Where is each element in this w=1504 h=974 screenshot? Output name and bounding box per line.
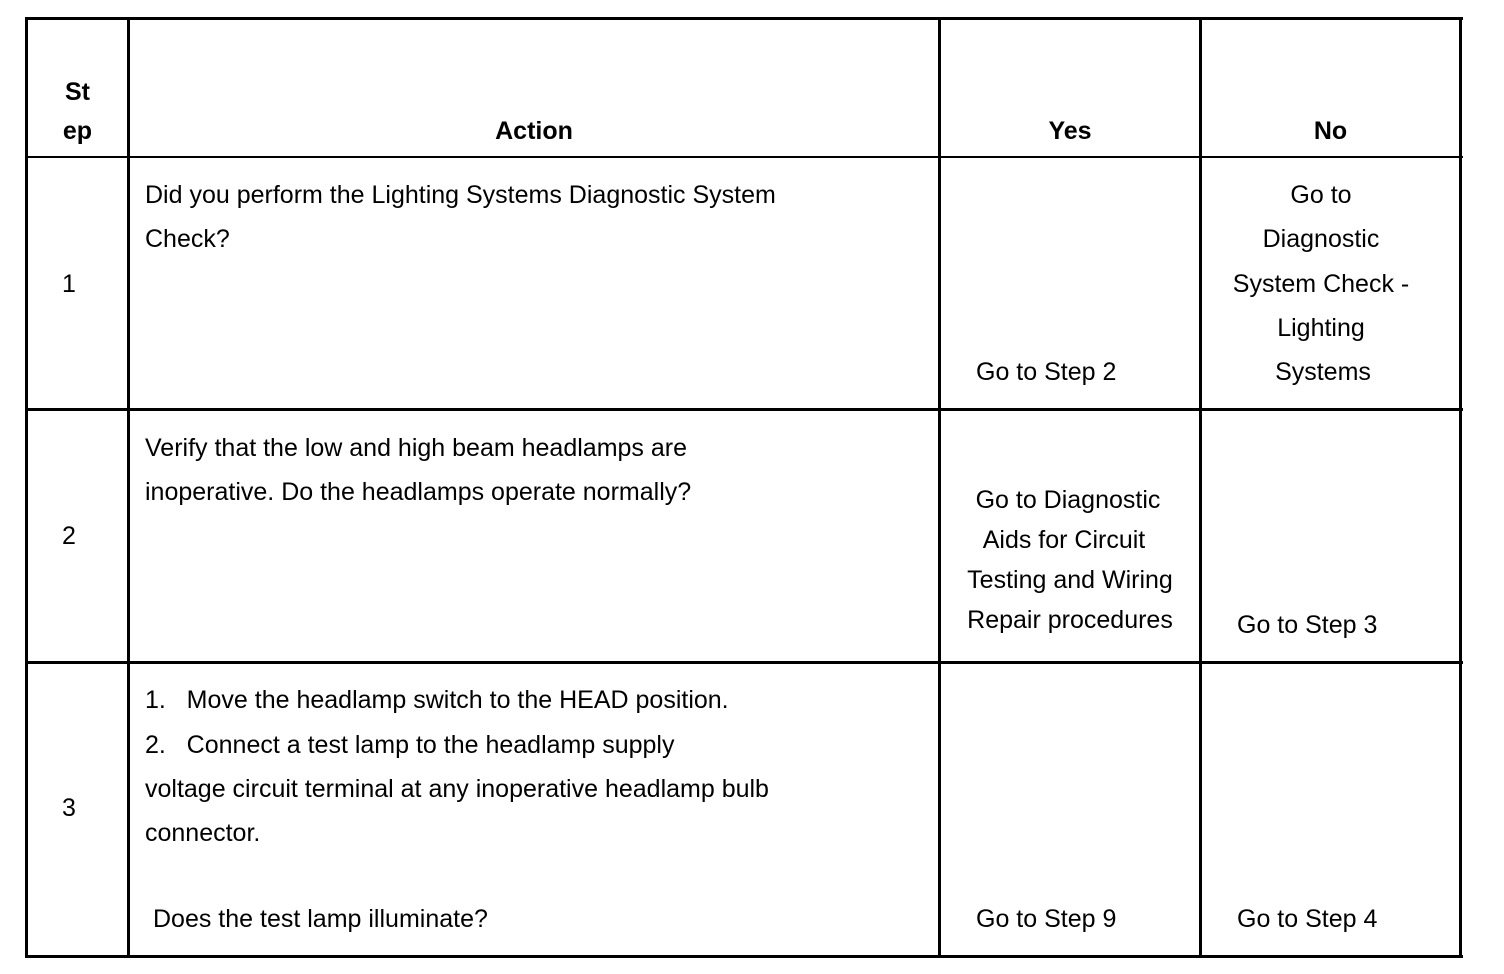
row-divider-2 xyxy=(25,661,1463,664)
action-text: Did you perform the Lighting Systems Diagnostic System xyxy=(145,181,776,209)
no-result: Go to Step 3 xyxy=(1237,611,1378,639)
table-border-bottom xyxy=(25,955,1463,958)
step-number: 2 xyxy=(62,522,76,550)
header-action: Action xyxy=(495,117,573,145)
action-text: voltage circuit terminal at any inoperative headlamp bulb xyxy=(145,775,769,803)
table-border-right xyxy=(1459,17,1462,958)
action-text: 2. Connect a test lamp to the headlamp supply xyxy=(145,731,675,759)
no-result: Lighting xyxy=(1277,314,1365,342)
yes-result: Aids for Circuit xyxy=(982,526,1146,554)
header-step-line2: ep xyxy=(62,117,93,145)
step-number: 3 xyxy=(62,794,76,822)
header-yes: Yes xyxy=(1048,117,1092,145)
no-result: Go to xyxy=(1290,181,1352,209)
no-result: Systems xyxy=(1275,358,1371,386)
action-question: Does the test lamp illuminate? xyxy=(153,905,488,933)
action-text: inoperative. Do the headlamps operate normally? xyxy=(145,478,692,506)
yes-result: Go to Step 9 xyxy=(976,905,1117,933)
header-step-line1: St xyxy=(65,78,90,106)
col-divider-step xyxy=(127,17,130,958)
no-result: System Check - xyxy=(1232,270,1410,298)
yes-result: Go to Diagnostic xyxy=(975,486,1161,514)
action-text: connector. xyxy=(145,819,261,847)
yes-result: Go to Step 2 xyxy=(976,358,1117,386)
action-text: Verify that the low and high beam headlamps are xyxy=(145,434,688,462)
header-no: No xyxy=(1313,117,1348,145)
yes-result: Repair procedures xyxy=(967,606,1173,634)
step-number: 1 xyxy=(62,270,76,298)
yes-result: Testing and Wiring xyxy=(967,566,1173,594)
action-text: Check? xyxy=(145,225,230,253)
table-border-top xyxy=(25,17,1463,20)
col-divider-yes xyxy=(1199,17,1202,958)
row-divider-1 xyxy=(25,408,1463,411)
no-result: Go to Step 4 xyxy=(1237,905,1378,933)
no-result: Diagnostic xyxy=(1262,225,1380,253)
action-text: 1. Move the headlamp switch to the HEAD position. xyxy=(145,686,729,714)
header-divider xyxy=(25,156,1463,158)
